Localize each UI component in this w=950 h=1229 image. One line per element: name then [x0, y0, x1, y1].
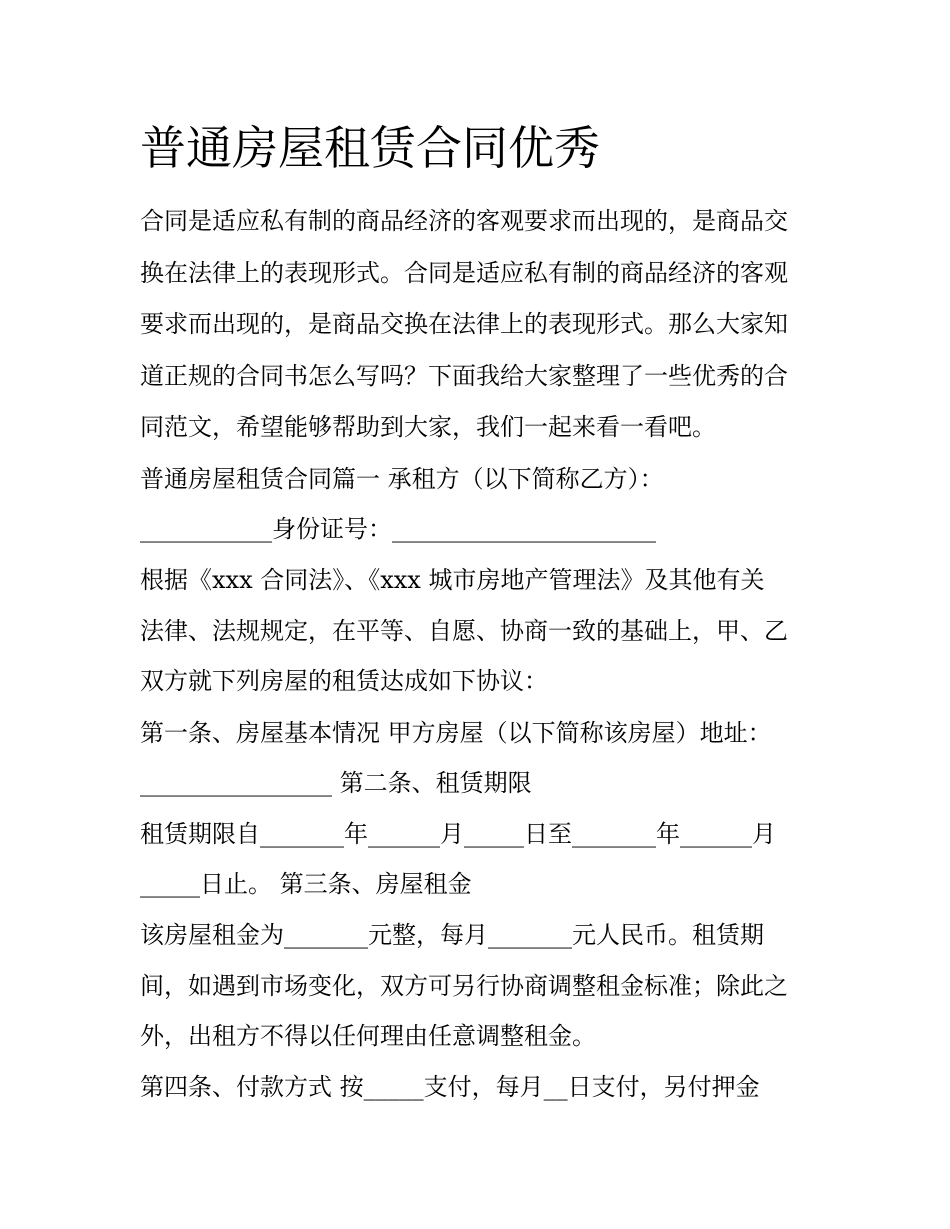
paragraph-line: ________________ 第二条、租赁期限 [140, 769, 532, 797]
paragraph-line: 双方就下列房屋的租赁达成如下协议： [140, 667, 548, 695]
paragraph-line: 外，出租方不得以任何理由任意调整租金。 [140, 1022, 596, 1050]
paragraph-line: 普通房屋租赁合同篇一 承租方（以下简称乙方）： [140, 465, 664, 493]
paragraph-line: 第四条、付款方式 按_____支付，每月__日支付，另付押金 [140, 1073, 760, 1101]
document-title: 普通房屋租赁合同优秀 [140, 121, 600, 175]
paragraph-line: 同范文，希望能够帮助到大家，我们一起来看一看吧。 [140, 413, 716, 441]
paragraph-line: 合同是适应私有制的商品经济的客观要求而出现的，是商品交 [140, 207, 788, 235]
paragraph-line: 换在法律上的表现形式。合同是适应私有制的商品经济的客观 [140, 259, 788, 287]
paragraph-line: 要求而出现的，是商品交换在法律上的表现形式。那么大家知 [140, 310, 788, 338]
paragraph-line: 间，如遇到市场变化，双方可另行协商调整租金标准；除此之 [140, 972, 788, 1000]
paragraph-line: 租赁期限自_______年______月_____日至_______年______月 [140, 820, 776, 848]
paragraph-line: ___________身份证号：______________________ [140, 515, 656, 543]
paragraph-line: 法律、法规规定，在平等、自愿、协商一致的基础上，甲、乙 [140, 617, 788, 645]
paragraph-line: 道正规的合同书怎么写吗？下面我给大家整理了一些优秀的合 [140, 362, 788, 390]
paragraph-line: 第一条、房屋基本情况 甲方房屋（以下简称该房屋）地址： [140, 719, 772, 747]
paragraph-line: 该房屋租金为_______元整，每月_______元人民币。租赁期 [140, 921, 764, 949]
paragraph-line: 根据《xxx 合同法》、《xxx 城市房地产管理法》及其他有关 [140, 566, 765, 594]
paragraph-line: _____日止。 第三条、房屋租金 [140, 870, 472, 898]
